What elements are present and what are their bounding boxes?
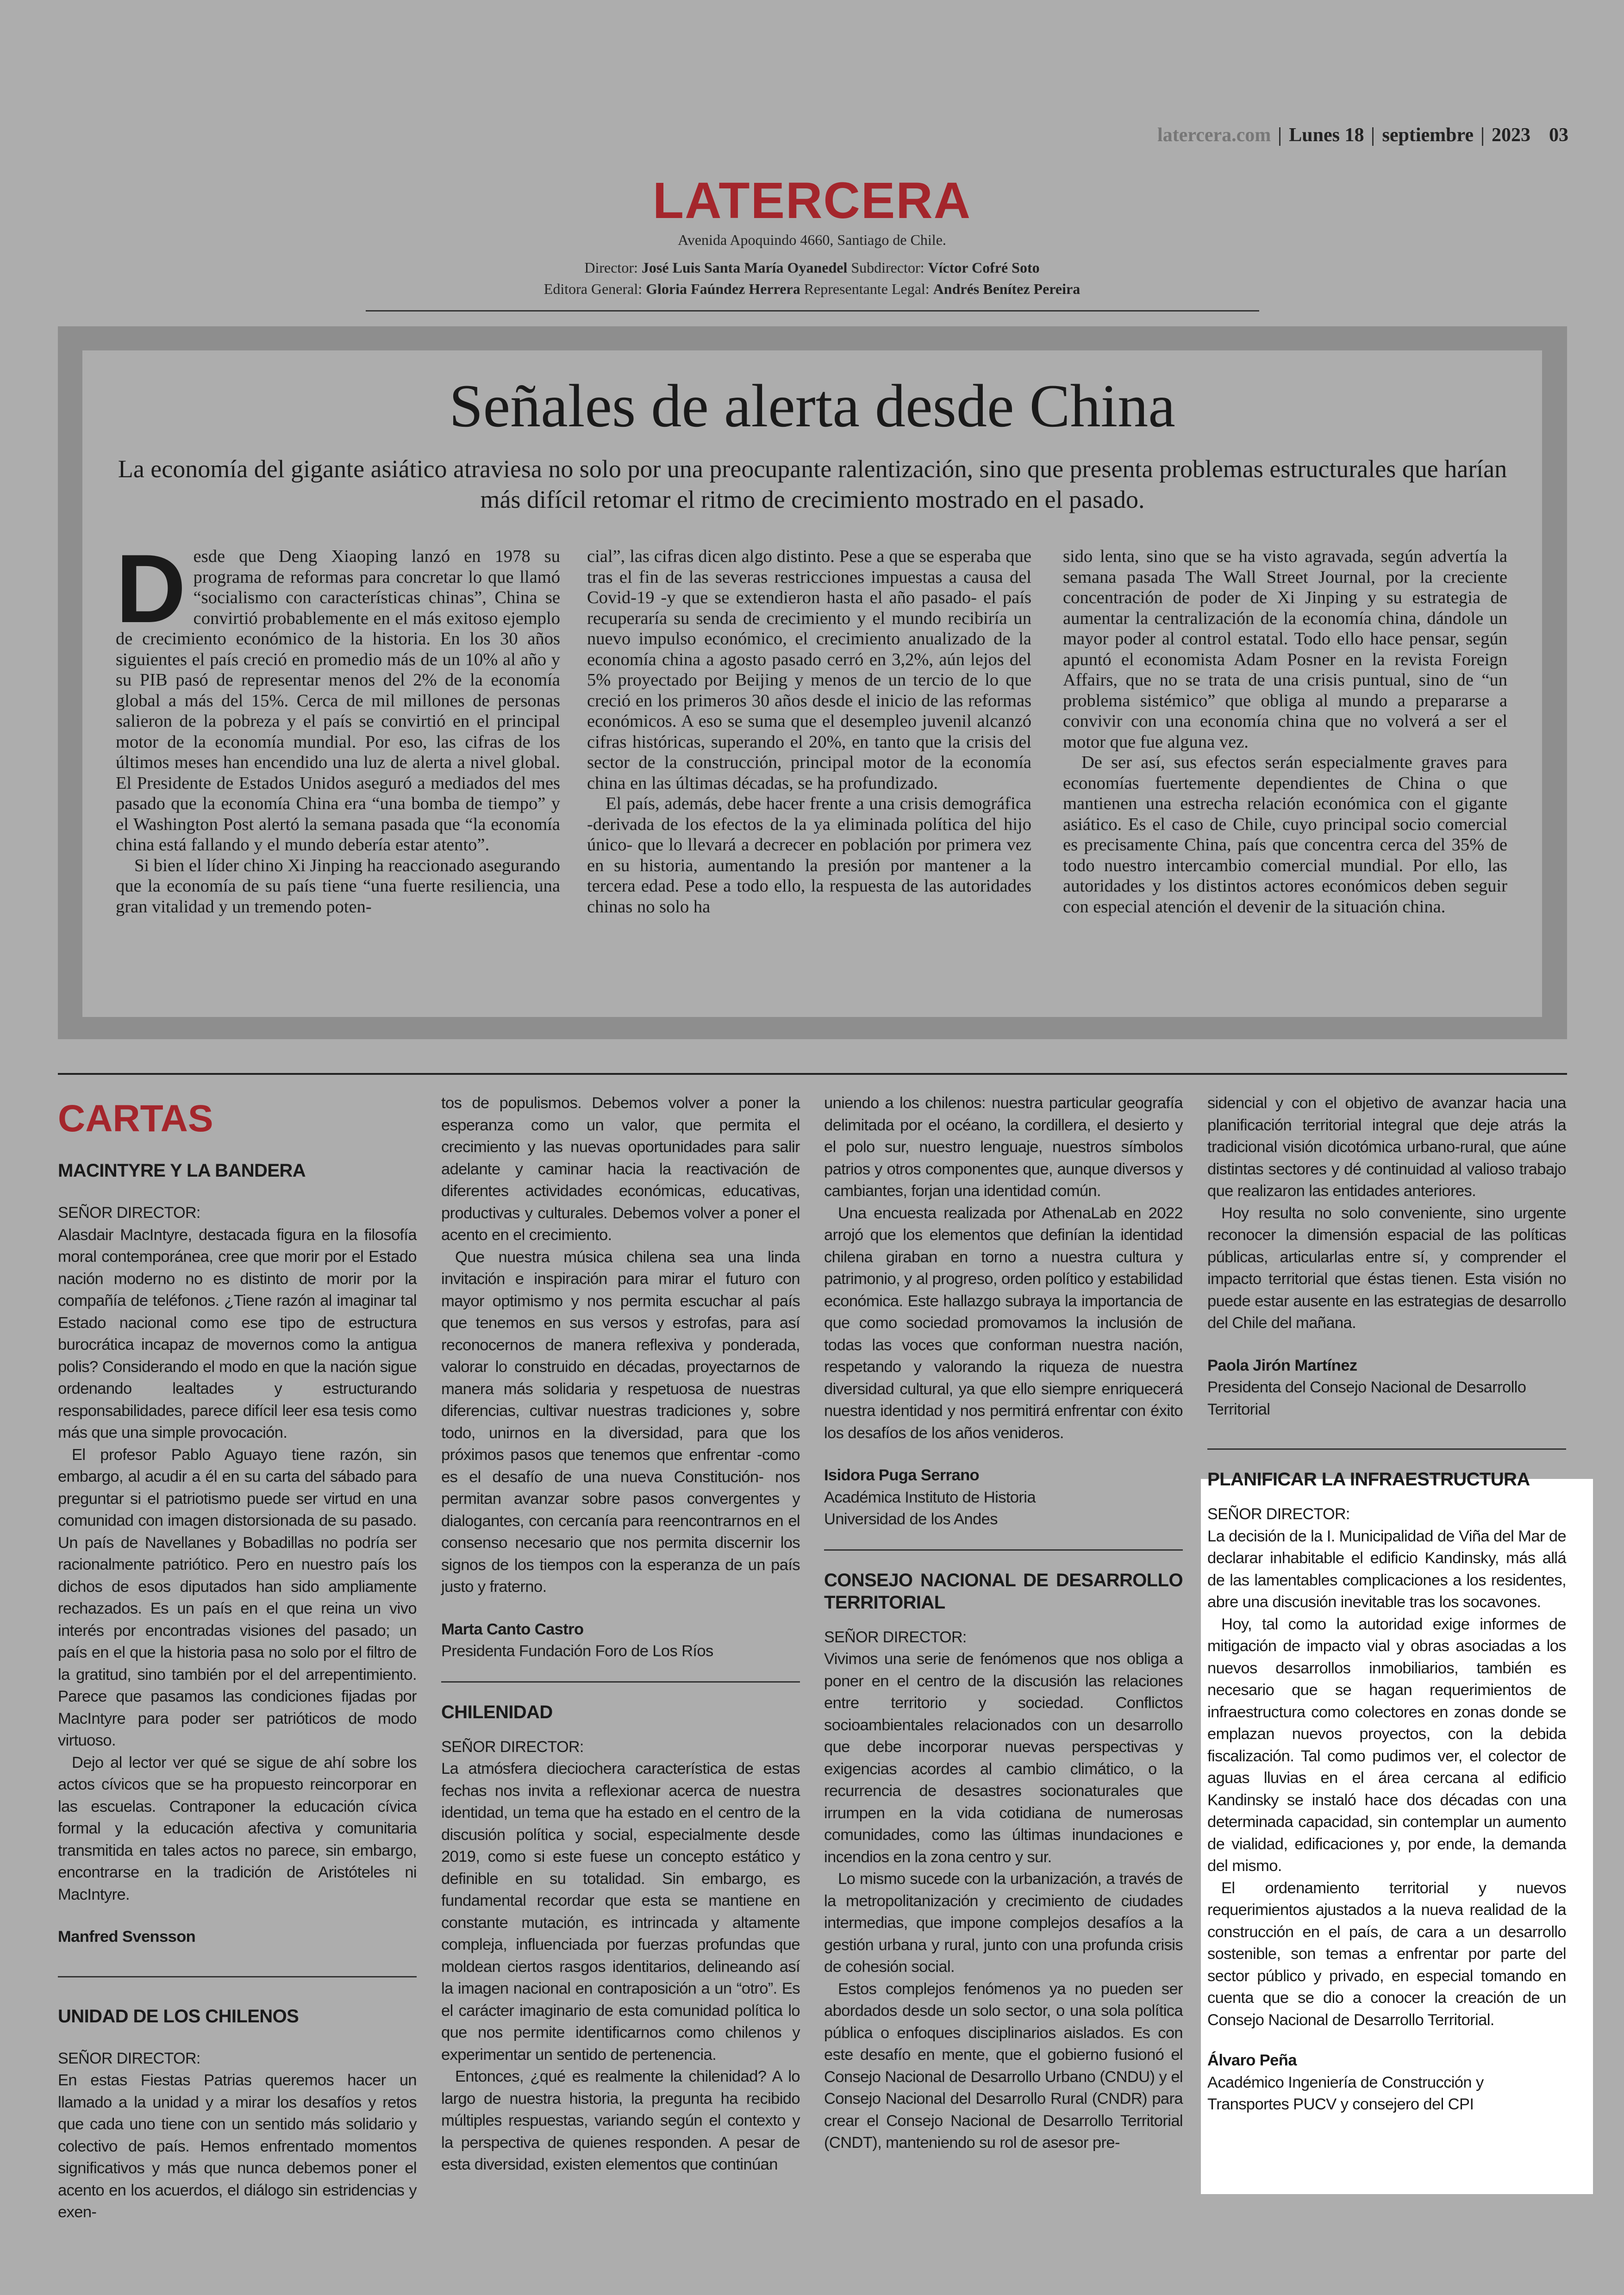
page-header-line bbox=[1157, 124, 1568, 146]
letter-heading: PLANIFICAR LA INFRAESTRUCTURA bbox=[1207, 1469, 1530, 1490]
drop-cap: D bbox=[116, 534, 186, 643]
staff-line-2 bbox=[0, 281, 1624, 298]
editorial-paragraph: sido lenta, sino que se ha visto agravada, según advertía la semana pasada The Wall Street Journal, por la creciente concentración de poder de Xi Jinping y su estrategia de aumentar la centralización de la economía china, dándole un mayor poder al control estatal. Todo ello hace pensar, según apuntó el economista Adam Posner en la revista Foreign Affairs, que no se trata de una crisis puntual, sino de “un problema sistémico” que obliga al mundo a prepararse a convivir con una economía china que no volverá a ser el motor que fue alguna vez. bbox=[1063, 547, 1507, 752]
letter-paragraph: Hoy resulta no solo conveniente, sino urgente reconocer la dimensión espacial de las políticas públicas, articularlas entre sí, y comprender el impacto territorial que éstas tienen. Esta visión no puede estar ausente en las estrategias de desarrollo del Chile del mañana. bbox=[1207, 1204, 1566, 1332]
salutation: SEÑOR DIRECTOR: bbox=[824, 1628, 967, 1646]
director-name: José Luis Santa María Oyanedel bbox=[641, 259, 848, 276]
staff-line-1 bbox=[0, 259, 1624, 276]
letter-signer-role: Presidenta del Consejo Nacional de Desarrollo Territorial bbox=[1207, 1378, 1526, 1418]
editorial-column-2 bbox=[587, 546, 1031, 917]
letter-paragraph: Vivimos una serie de fenómenos que nos obliga a poner en el centro de la discusión las relaciones entre territorio y sociedad. Conflictos socioambientales relacionados con un desarrollo que debe incorporar nuevas perspectivas y exigencias acordes al cambio climático, o la recurrencia de desastres socionaturales que irrumpen en la vida cotidiana de numerosas comunidades, como las últimas inundaciones e incendios en la zona centro y sur. bbox=[824, 1650, 1183, 1866]
letter-paragraph: La decisión de la I. Municipalidad de Viña del Mar de declarar inhabitable el edificio Kandinsky, más allá de las lamentables complicaciones a los residentes, abre una discusión inevitable tras los socavones. bbox=[1207, 1527, 1566, 1611]
letters-column-3 bbox=[824, 1092, 1183, 2154]
section-title: CARTAS bbox=[58, 1098, 213, 1140]
letter-paragraph: Hoy, tal como la autoridad exige informes de mitigación de impacto vial y obras asociadas a los nuevos desarrollos inmobiliarios, también es necesario que se hagan requerimientos de infraestructura como colectores en zonas donde se emplazan nuevos proyectos, con la debida fiscalización. Tal como pudimos ver, el colector de aguas lluvias en el área cercana al edificio Kandinsky se instaló hace dos décadas con una determinada capacidad, sin contemplar un aumento de vialidad, edificaciones y, por ende, la demanda del mismo. bbox=[1207, 1615, 1566, 1875]
letters-column-4 bbox=[1207, 1092, 1566, 2116]
editora-label: Editora General: bbox=[543, 281, 643, 297]
salutation: SEÑOR DIRECTOR: bbox=[58, 1204, 200, 1222]
letter-paragraph: Dejo al lector ver qué se sigue de ahí sobre los actos cívicos que se ha propuesto reincorporar en las escuelas. Contraponer la educación cívica formal y la educación afectiva y comunitaria transmitida en tales actos no parece, sin embargo, encontrarse en la tradición de Aristóteles ni MacIntyre. bbox=[58, 1753, 417, 1903]
letter-paragraph: uniendo a los chilenos: nuestra particular geografía delimitada por el océano, la cordillera, el desierto y el polo sur, nuestro lenguaje, nuestros símbolos patrios y otros componentes que, aunque diversos y cambiantes, forjan una identidad común. bbox=[824, 1094, 1183, 1200]
date-year: 2023 bbox=[1492, 125, 1530, 146]
letter-paragraph: sidencial y con el objetivo de avanzar hacia una planificación territorial integral que deje atrás la tradicional visión dicotómica urbano-rural, que aúne distintas sectores y dé continuidad al valioso trabajo que realizaron las entidades anteriores. bbox=[1207, 1094, 1566, 1200]
editorial-paragraph bbox=[116, 534, 560, 855]
letter-paragraph: Una encuesta realizada por AthenaLab en 2022 arrojó que los elementos que definían la identidad chilena giraban en torno a nuestra cultura y patrimonio, y al progreso, orden político y estabilidad económica. Este hallazgo subraya la importancia de que como sociedad promovamos la inclusión de todas las voces que conforman nuestra nación, respetando y valorando la riqueza de nuestra diversidad cultural, ya que ello siempre enriquecerá nuestra identidad y nos permitirá enfrentar con éxito los desafíos de los años venideros. bbox=[824, 1204, 1183, 1442]
subdirector-label: Subdirector: bbox=[851, 259, 924, 276]
letter-signer: Álvaro Peña bbox=[1207, 2052, 1297, 2069]
letters-column-2 bbox=[441, 1092, 800, 2176]
editora-name: Gloria Faúndez Herrera bbox=[646, 281, 800, 297]
divider bbox=[1279, 127, 1280, 146]
letter-paragraph: Alasdair MacIntyre, destacada figura en la filosofía moral contemporánea, cree que morir por el Estado nación moderno no es distinto de morir por la compañía de teléfonos. ¿Tiene razón al imaginar tal Estado nacional como ese tipo de estructura burocrática incapaz de movernos como la antigua polis? Considerando el modo en que la nación sigue ordenando lealtades y estructurando responsabilidades, parece difícil leer esa tesis como más que una simple provocación. bbox=[58, 1226, 417, 1441]
letter-heading: CONSEJO NACIONAL DE DESARROLLO TERRITORIAL bbox=[824, 1570, 1183, 1613]
editorial-paragraph: El país, además, debe hacer frente a una crisis demográfica -derivada de los efectos de la ya eliminada política del hijo único- que lo llevará a decrecer en población por primera vez en su historia, aumentando la presión por mantener a la tercera edad. Pese a todo ello, la respuesta de las autoridades chinas no solo ha bbox=[587, 794, 1031, 917]
representante-name: Andrés Benítez Pereira bbox=[933, 281, 1081, 297]
header-divider bbox=[366, 310, 1259, 312]
letter-signer-role: Académica Instituto de Historia bbox=[824, 1488, 1036, 1506]
letter-paragraph: Que nuestra música chilena sea una linda invitación e inspiración para mirar el futuro con mayor optimismo y nos permita escuchar al país que tenemos en sus versos y estrofas, para así reconocernos de manera reflexiva y ponderada, valorar lo construido en décadas, proyectarnos de manera más solidaria y respetuosa de nuestras diferencias, cultivar nuestras tradiciones y, sobre todo, unirnos en la diversidad, para que los próximos pasos que tenemos que enfrentar -como es el desafío de una nueva Constitución- nos permitan avanzar sobre pasos convergentes y dialogantes, con cercanía para reencontrarnos en el consenso necesario que nos permita discernir los signos de los tiempos con la esperanza de un país justo y fraterno. bbox=[441, 1248, 800, 1596]
divider bbox=[1482, 127, 1483, 146]
letter-signer-role: Académico Ingeniería de Construcción y Transportes PUCV y consejero del CPI bbox=[1207, 2073, 1484, 2113]
section-divider bbox=[58, 1073, 1567, 1075]
letter-paragraph: Lo mismo sucede con la urbanización, a través de la metropolitanización y crecimiento de ciudades intermedias, que impone complejos desafíos a la gestión urbana y rural, junto con una profunda crisis de cohesión social. bbox=[824, 1870, 1183, 1976]
letter-paragraph: tos de populismos. Debemos volver a poner la esperanza como un valor, que permita el crecimiento y las nuevas oportunidades para salir adelante y caminar hacia la reactivación de diferentes actividades económicas, educativas, productivas y culturales. Debemos volver a poner el acento en el crecimiento. bbox=[441, 1094, 800, 1244]
date-month: septiembre bbox=[1382, 125, 1474, 146]
page-number: 03 bbox=[1549, 125, 1568, 146]
editorial-deck: La economía del gigante asiático atraviesa no solo por una preocupante ralentización, sino que presenta problemas estructurales que harían más difícil retomar el ritmo de crecimiento mostrado en el pasado. bbox=[118, 455, 1507, 513]
letter-paragraph: Estos complejos fenómenos ya no pueden ser abordados desde un solo sector, o una sola política pública o enfoques disciplinarios aislados. Es con este desafío en mente, que el gobierno fusionó el Consejo Nacional de Desarrollo Urbano (CNDU) y el Consejo Nacional del Desarrollo Rural (CNDR) para crear el Consejo Nacional de Desarrollo Territorial (CNDT), manteniendo su rol de asesor pre- bbox=[824, 1980, 1183, 2152]
divider bbox=[1372, 127, 1374, 146]
letter-signer-role: Presidenta Fundación Foro de Los Ríos bbox=[441, 1642, 713, 1660]
letter-paragraph: La atmósfera dieciochera característica de estas fechas nos invita a reflexionar acerca de nuestra identidad, un tema que ha estado en el centro de la discusión política y social, especialmente desde 2019, como si este fuese un concepto estático y definible en su totalidad. Sin embargo, es fundamental recordar que esta se mantiene en constante mutación, es intrincada y altamente compleja, influenciada por fuerzas profundas que moldean ciertos rasgos identitarios, delineando así la imagen nacional en contraposición a un “otro”. Es el carácter imaginario de esta comunidad política lo que nos permite identificarnos como chilenos y experimentar un sentido de pertenencia. bbox=[441, 1760, 800, 2064]
letter-paragraph: El profesor Pablo Aguayo tiene razón, sin embargo, al acudir a él en su carta del sábado para preguntar si el patriotismo puede ser virtud en una comunidad con imagen distorsionada de su pasado. Un país de Navellanes y Bobadillas no podría ser racionalmente patriótico. Pero en nuestro país los dichos de esos diputados han sido ampliamente rechazados. Es un país en el que reina un vivo interés por encontradas visiones del pasado; un país en el que la historia pasa no solo por el filtro de la gratitud, sino también por el del arrepentimiento. Parece que pasamos las condiciones fijadas por MacIntyre para poder ser patrióticos de modo virtuoso. bbox=[58, 1446, 417, 1749]
date-day: Lunes 18 bbox=[1289, 125, 1364, 146]
editorial-paragraph: Si bien el líder chino Xi Jinping ha reaccionado asegurando que la economía de su país tiene “una fuerte resiliencia, una gran vitalidad y un tremendo poten- bbox=[116, 855, 560, 917]
subdirector-name: Víctor Cofré Soto bbox=[928, 259, 1040, 276]
editorial-text: esde que Deng Xiaoping lanzó en 1978 su programa de reformas para concretar lo que llamó “socialismo con características chinas”, China se convirtió probablemente en el más exitoso ejemplo de crecimiento económico de la historia. En los 30 años siguientes el país creció en promedio más de un 10% al año y su PIB pasó de representar menos del 2% de la economía global a más del 15%. Cerca de mil millones de personas salieron de la pobreza y el país se convirtió en el principal motor de la economía mundial. Por eso, las cifras de los últimos meses han encendido una luz de alerta a nivel global. El Presidente de Estados Unidos aseguró a mediados del mes pasado que la economía China era “una bomba de tiempo” y el Washington Post alertó la semana pasada que “la economía china está fallando y el mundo debería estar atento”. bbox=[116, 547, 560, 854]
editorial-column-3 bbox=[1063, 546, 1507, 917]
editorial-column-1 bbox=[116, 534, 560, 917]
masthead-logo: LATERCERA bbox=[652, 172, 972, 229]
letters-column-1 bbox=[58, 1160, 417, 2224]
letter-heading: MACINTYRE Y LA BANDERA bbox=[58, 1160, 306, 1181]
salutation: SEÑOR DIRECTOR: bbox=[58, 2049, 200, 2067]
letter-heading: CHILENIDAD bbox=[441, 1702, 553, 1722]
letter-paragraph: El ordenamiento territorial y nuevos requerimientos ajustados a la nueva realidad de la construcción en el país, de cara a un desarrollo sostenible, son temas a enfrentar por parte del sector público y privado, en especial tomando en cuenta que se dio a conocer la creación de un Consejo Nacional de Desarrollo Territorial. bbox=[1207, 1879, 1566, 2029]
editorial-paragraph: De ser así, sus efectos serán especialmente graves para economías fuertemente dependientes de China o que mantienen una estrecha relación económica con el gigante asiático. Es el caso de Chile, cuyo principal socio comercial es precisamente China, país que concentra cerca del 35% de todo nuestro intercambio comercial mundial. Por ello, las autoridades y los distintos actores económicos deben seguir con especial atención el devenir de la situación china. bbox=[1063, 753, 1507, 917]
address: Avenida Apoquindo 4660, Santiago de Chile. bbox=[678, 231, 946, 248]
editorial-paragraph: cial”, las cifras dicen algo distinto. Pese a que se esperaba que tras el fin de las severas restricciones impuestas a causa del Covid-19 -y que se extendieron hasta el año pasado- el país recuperaría su senda de crecimiento y el mundo recibiría un nuevo impulso económico, el crecimiento anualizado de la economía china a agosto pasado cerró en 3,2%, aún lejos del 5% proyectado por Beijing y menos de un tercio de lo que creció en los primeros 30 años desde el inicio de las reformas económicos. A eso se suma que el desempleo juvenil alcanzó cifras históricas, superando el 20%, en tanto que la crisis del sector de la construcción, principal motor de la economía china en las últimas décadas, se ha profundizado. bbox=[587, 547, 1031, 793]
salutation: SEÑOR DIRECTOR: bbox=[1207, 1505, 1350, 1523]
representante-label: Representante Legal: bbox=[804, 281, 930, 297]
letter-signer: Manfred Svensson bbox=[58, 1928, 196, 1946]
salutation: SEÑOR DIRECTOR: bbox=[441, 1738, 584, 1756]
letter-signer: Isidora Puga Serrano bbox=[824, 1466, 980, 1484]
site-url[interactable]: latercera.com bbox=[1157, 125, 1271, 146]
editorial-title: Señales de alerta desde China bbox=[449, 372, 1175, 440]
letter-signer: Marta Canto Castro bbox=[441, 1620, 584, 1638]
letter-signer-role: Universidad de los Andes bbox=[824, 1510, 998, 1528]
letter-signer: Paola Jirón Martínez bbox=[1207, 1356, 1357, 1374]
letter-heading: UNIDAD DE LOS CHILENOS bbox=[58, 2006, 299, 2027]
letter-paragraph: En estas Fiestas Patrias queremos hacer un llamado a la unidad y a mirar los desafíos y retos que cada uno tiene con un sentido más solidario y colectivo de país. Hemos enfrentado momentos significativos y más que nunca debemos poner el acento en los acuerdos, el diálogo sin estridencias y exen- bbox=[58, 2071, 417, 2221]
director-label: Director: bbox=[584, 259, 638, 276]
letter-paragraph: Entonces, ¿qué es realmente la chilenidad? A lo largo de nuestra historia, la pregunta ha recibido múltiples respuestas, variando según el contexto y la perspectiva de quienes responden. A pesar de esta diversidad, existen elementos que continúan bbox=[441, 2068, 800, 2173]
